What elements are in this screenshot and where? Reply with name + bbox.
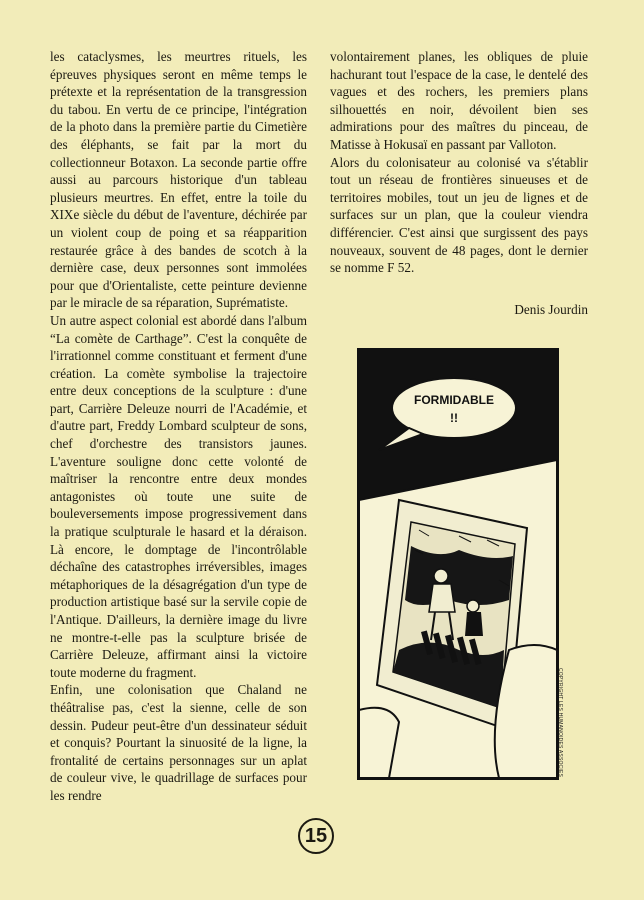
svg-text:!!: !!	[450, 411, 458, 425]
speech-bubble-text: FORMIDABLE	[414, 393, 494, 407]
article-paragraph: volontairement planes, les obliques de pluie hachurant tout l'espace de la case, le dentelé des vagues et des rochers, les premiers plans silhouettés en noir, dévoilent bien ses admirations pour des maîtres du pinceau, de Matisse à Hokusaï en passant par Valloton.	[330, 49, 588, 152]
author-signature: Denis Jourdin	[514, 302, 588, 317]
comic-panel-illustration	[357, 348, 559, 780]
article-paragraph: les cataclysmes, les meurtres rituels, les épreuves physiques seront en même temps le prétexte et la représentation de la transgression du tabou. En vertu de ce principe, l'intégration de la photo dans la première partie du Cimetière des éléphants, se fait par la mort du collectionneur Botaxon. La seconde partie offre aussi au parcours historique d'un tableau plusieurs meurtres. En effet, entre la toile du XIXe siècle du début de l'aventure, déchirée par un violent coup de poing et sa réapparition restaurée grâce à des bandes de scotch à la dernière case, deux personnes sont immolées pour que d'Orientaliste, cette peinture devienne par le miracle de sa réparation, Suprématiste.	[50, 49, 307, 311]
article-column-right	[330, 48, 588, 277]
article-column-left	[50, 48, 307, 805]
comic-drawing	[359, 350, 557, 778]
copyright-notice: COPYRIGHT LES HUMANOIDES ASSOCIES	[557, 668, 563, 778]
article-paragraph: Enfin, une colonisation que Chaland ne théâtralise pas, c'est la sienne, celle de son dessin. Pudeur peut-être d'un dessinateur séduit et conquis? Pourtant la sinuosité de la ligne, la frontalité de certains personnages sur un aplat de couleur vive, le quadrillage de surfaces pour les rendre	[50, 682, 307, 803]
article-paragraph: Un autre aspect colonial est abordé dans l'album “La comète de Carthage”. C'est la conquête de l'irrationnel comme constituant et ferment d'une création. La comète symbolise la trajectoire entre deux conceptions de la sculpture : d'une part, Carrière Deleuze nourri de l'Académie, et d'autre part, Freddy Lombard sculpteur de sons, chef d'orchestre des transistors jaunes. L'aventure souligne donc cette volonté de maîtriser la rencontre entre deux mondes antagonistes où toute une suite de bouleversements impose progressivement dans la pratique sculpturale le hasard et la déraison. Là encore, le domptage de l'incontrôlable déchaîne des catastrophes irréversibles, images métaphoriques de la désagrégation d'un type de production artistique basé sur la servile copie de l'Antique. D'ailleurs, la dernière image du livre ne montre-t-elle pas la sculpture brisée de Carrière Deleuze, affirmant ainsi la victoire toute moderne du fragment.	[50, 312, 307, 680]
page-number: 15	[298, 818, 334, 854]
article-paragraph: Alors du colonisateur au colonisé va s'établir tout un réseau de frontières sinueuses et de territoires mobiles, tout un jeu de lignes et de surfaces sur un plan, que la couleur viendra différencier. C'est ainsi que surgissent des pays nouveaux, souvent de 48 pages, dont le dernier se nomme F 52.	[330, 154, 588, 276]
